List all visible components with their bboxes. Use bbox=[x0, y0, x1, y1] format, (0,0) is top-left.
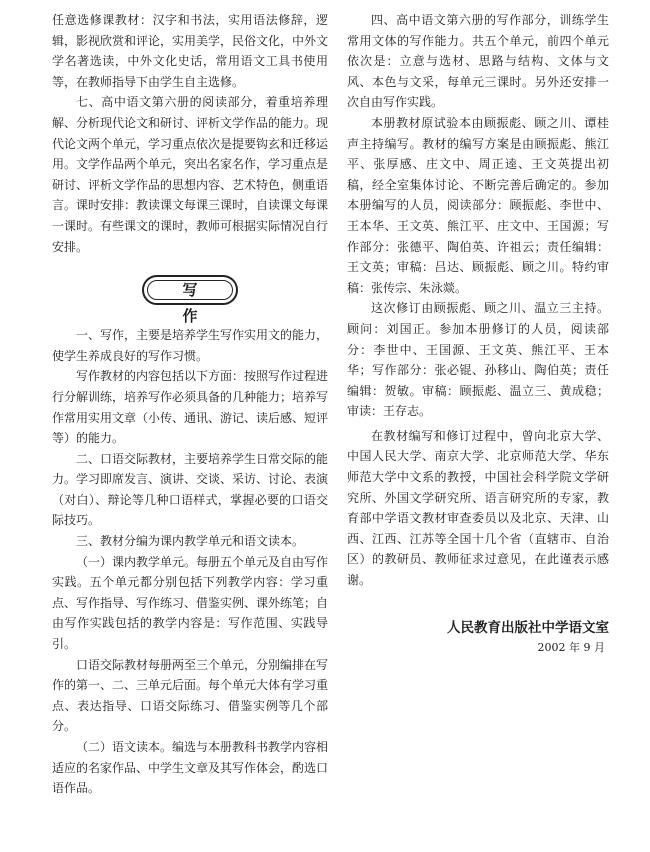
paragraph-writing-goal: 一、写作，主要是培养学生写作实用文的能力，使学生养成良好的写作习惯。 bbox=[52, 328, 329, 363]
paragraph-elective-materials: 任意选修课教材：汉字和书法，实用语法修辞，逻辑，影视欣赏和评论，实用美学，民俗文化，中外文学名著选读，中外文化史话，常用语文工具书使用等，在教师指导下由学生自主选修。 bbox=[52, 13, 329, 89]
paragraph-writing-content: 写作教材的内容包括以下方面：按照写作过程进行分解训练，培养写作必须具备的几种能力；培养写作常用实用文章（小传、通讯、游记、读后感、短评等）的能力。 bbox=[52, 369, 329, 446]
paragraph-reading-section: 七、高中语文第六册的阅读部分，着重培养理解、分析现代论文和研讨、评析文学作品的能力。现代论文两个单元，学习重点依次是提要钩玄和迁移运用。文学作品两个单元，突出名家名作，学习重点是研讨、评析文学作品的思想内容、艺术特色，侧重语言。课时安排：教读课文每课三课时，自读课文每课一课时。有些课文的课时，教师可根据实际情况自行安排。 bbox=[52, 95, 329, 254]
paragraph-revision-editors: 这次修订由顾振彪、顾之川、温立三主持。顾问：刘国正。参加本册修订的人员，阅读部分：李世中、王国源、王文英、熊江平、王本华；写作部分：张必锟、孙移山、陶伯英；责任编辑：贺敏。审稿：顾振彪、温立三、黄成稳；审读：王存志。 bbox=[347, 301, 609, 419]
left-column bbox=[52, 10, 328, 799]
section-heading-writing: 写作 bbox=[182, 281, 220, 326]
paragraph-acknowledgements: 在教材编写和修订过程中，曾向北京大学、中国人民大学、南京大学、北京师范大学、华东师范大学中文系的教授，中国社会科学院文学研究所、外国文学研究所、语言研究所的专家，教育部中学语文教材审查委员以及北京、天津、山西、江西、江苏等全国十几个省（直辖市、自治区）的教研员、教师征求过意见，在此谨表示感谢。 bbox=[347, 428, 609, 588]
publisher-signature: 人民教育出版社中学语文室 bbox=[447, 619, 609, 636]
paragraph-writing-section: 四、高中语文第六册的写作部分，训练学生常用文体的写作能力。共五个单元，前四个单元依次是：立意与选材、思路与结构、文体与文风、本色与文采，每单元三课时。另外还安排一次自由写作实践。 bbox=[347, 13, 609, 110]
paragraph-teaching-units: （一）课内教学单元。每册五个单元及自由写作实践。五个单元都分别包括下列教学内容：学习重点、写作指导、写作练习、借鉴实例、课外练笔；自由写作实践包括的教学内容是：写作范围、实践导引。 bbox=[52, 554, 329, 652]
paragraph-oral-units: 口语交际教材每册两至三个单元，分别编排在写作的第一、二、三单元后面。每个单元大体有学习重点、表达指导、口语交际练习、借鉴实例等几个部分。 bbox=[52, 657, 329, 734]
signature-date: 2002 年 9 月 bbox=[537, 640, 605, 654]
right-column bbox=[347, 10, 609, 657]
paragraph-oral-communication: 二、口语交际教材，主要培养学生日常交际的能力。学习即席发言、演讲、交谈、采访、讨论、表演（对白）、辩论等几种口语样式，掌握必要的口语交际技巧。 bbox=[52, 451, 329, 528]
paragraph-materials-structure: 三、教材分编为课内教学单元和语文读本。 bbox=[76, 534, 305, 549]
paragraph-original-editors: 本册教材原试验本由顾振彪、顾之川、谭桂声主持编写。教材的编写方案是由顾振彪、熊江平、张厚感、庄文中、周正逵、王文英提出初稿，经全室集体讨论、不断完善后确定的。参加本册编写的人员，阅读部分：顾振彪、李世中、王本华、王文英、熊江平、庄文中、王国源；写作部分：张德平、陶伯英、许祖云；责任编辑：王文英；审稿：吕达、顾振彪、顾之川。特约审稿：张传宗、朱泳燚。 bbox=[347, 115, 609, 295]
section-heading-box bbox=[142, 275, 238, 326]
paragraph-reader: （二）语文读本。编选与本册教科书教学内容相适应的名家作品、中学生文章及其写作体会，酌选口语作品。 bbox=[52, 740, 329, 796]
